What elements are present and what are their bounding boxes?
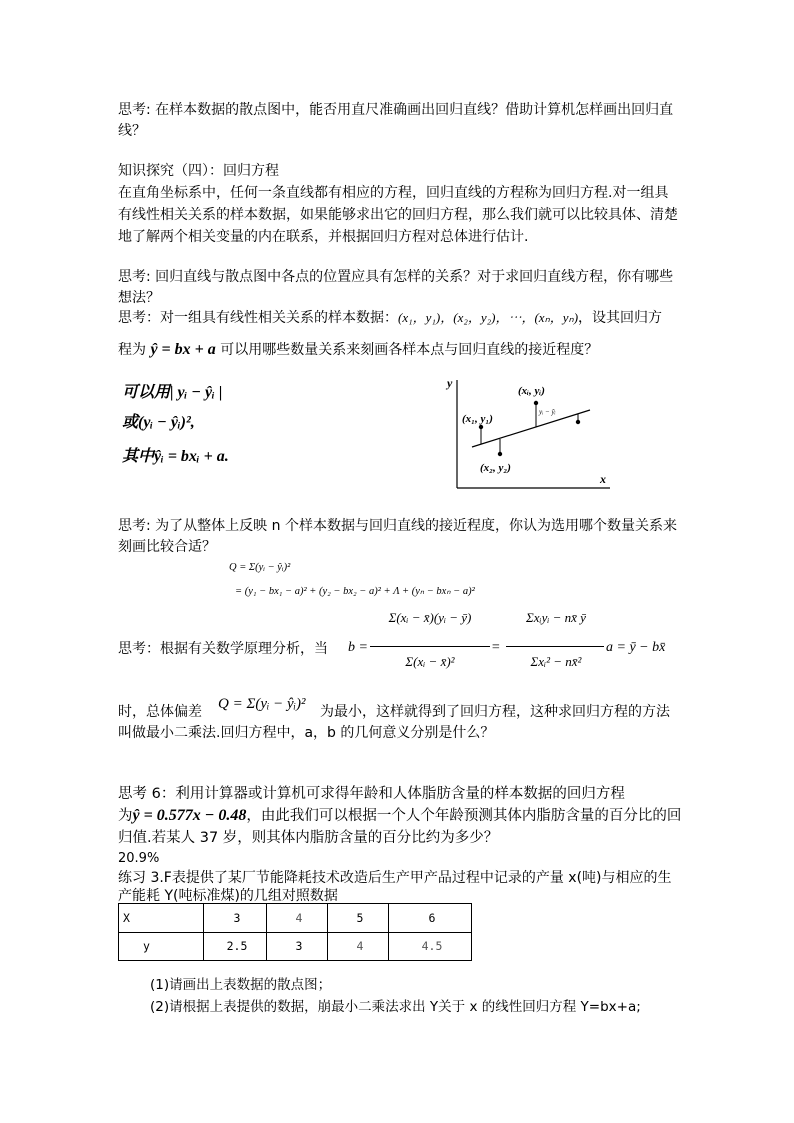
b-denominator-1: Σ(xᵢ − x̄)² bbox=[405, 654, 455, 669]
thinking-question-6: 思考 6：利用计算器或计算机可求得年龄和人体脂肪含量的样本数据的回归方程 bbox=[118, 786, 625, 802]
label-point-i: (xᵢ, yᵢ) bbox=[518, 385, 545, 397]
thinking-question-2: 思考: 回归直线与散点图中各点的位置应具有怎样的关系？对于求回归直线方程，你有哪些 bbox=[118, 269, 674, 285]
thinking-question-3-cont bbox=[118, 339, 598, 361]
q3-suffix: ，设其回归方 bbox=[578, 310, 663, 326]
least-squares-text: 为最小，这样就得到了回归方程，这种求回归方程的方法 bbox=[320, 704, 670, 720]
table-cell: 4.5 bbox=[389, 932, 472, 961]
table-cell: y bbox=[119, 932, 204, 961]
thinking-question-6-end: 归值.若某人 37 岁，则其体内脂肪含量的百分比约为多少？ bbox=[118, 830, 499, 846]
q-formula-expanded: = (y₁ − bx₁ − a)² + (y₂ − bx₂ − a)² + Λ + (yₙ − bxₙ − a)² bbox=[235, 586, 475, 597]
fraction-bar-2 bbox=[506, 646, 604, 647]
measure-square: 或(yᵢ − ŷᵢ)², bbox=[122, 414, 195, 431]
thinking-question-4: 思考: 为了从整体上反映 n 个样本数据与回归直线的接近程度，你认为选用哪个数量关系来 bbox=[118, 518, 677, 534]
x-axis-label: x bbox=[600, 472, 606, 486]
paragraph-line: 有线性相关关系的样本数据，如果能够求出它的回归方程，那么我们就可以比较具体、清楚 bbox=[118, 207, 678, 223]
task-2: (2)请根据上表提供的数据，崩最小二乘法求出 Y关于 x 的线性回归方程 Y=bx+a; bbox=[150, 999, 641, 1015]
data-table bbox=[118, 903, 472, 961]
y-axis-label: y bbox=[447, 376, 453, 390]
label-point-1: (x₁, y₁) bbox=[462, 413, 493, 425]
task-1: (1)请画出上表数据的散点图； bbox=[150, 977, 332, 993]
table-cell: 4 bbox=[328, 932, 389, 961]
regression-diagram bbox=[440, 372, 615, 492]
sample-point-2 bbox=[498, 452, 502, 456]
thinking-question-3 bbox=[118, 307, 662, 329]
table-cell: 2.5 bbox=[204, 932, 267, 961]
table-cell: 4 bbox=[267, 904, 328, 933]
q3-prefix: 思考：对一组具有线性相关关系的样本数据： bbox=[118, 310, 398, 326]
sample-point-i bbox=[534, 401, 538, 405]
table-cell: 6 bbox=[389, 904, 472, 933]
table-cell: X bbox=[119, 904, 204, 933]
b-denominator-2: Σxᵢ² − nx̄² bbox=[530, 654, 582, 669]
table-cell: 3 bbox=[204, 904, 267, 933]
least-squares-question: 叫做最小二乘法.回归方程中，a，b 的几何意义分别是什么？ bbox=[118, 725, 495, 741]
thinking-question-5: 思考：根据有关数学原理分析，当 bbox=[118, 641, 328, 657]
b-formula-lhs: b = bbox=[348, 640, 368, 655]
q3-suffix2: 可以用哪些数量关系来刻画各样本点与回归直线的接近程度？ bbox=[220, 342, 599, 358]
sample-points: (x₁，y₁)，(x₂，y₂)，⋯，(xₙ，yₙ) bbox=[398, 310, 579, 325]
q6-suffix: ，由此我们可以根据一个人个年龄预测其体内脂肪含量的百分比的回 bbox=[246, 808, 682, 824]
table-row bbox=[119, 904, 472, 933]
thinking-question-2-cont: 想法？ bbox=[118, 290, 160, 306]
age-fat-regression: ŷ = 0.577x − 0.48 bbox=[132, 807, 247, 824]
sample-point-1 bbox=[479, 425, 483, 429]
measure-def: 其中ŷᵢ = bxᵢ + a. bbox=[122, 448, 229, 465]
table-cell: 3 bbox=[267, 932, 328, 961]
q6-prefix: 为 bbox=[118, 808, 133, 824]
thinking-question-1-cont: 线？ bbox=[118, 123, 146, 139]
table-cell: 5 bbox=[328, 904, 389, 933]
label-residual: yᵢ − ŷᵢ bbox=[539, 408, 556, 416]
fraction-bar-1 bbox=[370, 646, 490, 647]
total-deviation-text: 时，总体偏差 bbox=[118, 704, 202, 720]
thinking-question-6-cont bbox=[118, 805, 681, 827]
q-minimal-formula: Q = Σ(yᵢ − ŷᵢ)² bbox=[218, 696, 306, 712]
table-row bbox=[119, 932, 472, 961]
exercise-3: 练习 3.F表提供了某厂节能降耗技术改造后生产甲产品过程中记录的产量 x(吨)与相应的生 bbox=[118, 870, 672, 886]
sample-point-3 bbox=[576, 420, 580, 424]
equals-sign: = bbox=[491, 640, 501, 655]
paragraph-line: 地了解两个相关变量的内在联系，并根据回归方程对总体进行估计. bbox=[118, 229, 529, 245]
b-numerator-2: Σxᵢyᵢ − nx̄ ȳ bbox=[526, 610, 586, 625]
label-point-2: (x₂, y₂) bbox=[480, 462, 511, 474]
thinking-question-4-cont: 刻画比较合适？ bbox=[118, 539, 216, 555]
paragraph-line: 在直角坐标系中，任何一条直线都有相应的方程，回归直线的方程称为回归方程.对一组具 bbox=[118, 185, 669, 201]
section-title: 知识探究（四）：回归方程 bbox=[118, 163, 279, 179]
a-formula: a = ȳ − bx̄ bbox=[606, 640, 666, 655]
measure-abs: 可以用| yᵢ − ŷᵢ | bbox=[122, 384, 223, 401]
regression-equation: ŷ = bx + a bbox=[150, 341, 216, 358]
q-formula: Q = Σ(yᵢ − ŷᵢ)² bbox=[229, 562, 291, 573]
exercise-3-cont: 产能耗 Y(吨标准煤)的几组对照数据 bbox=[118, 888, 338, 904]
thinking-question-1: 思考: 在样本数据的散点图中，能否用直尺准确画出回归直线？借助计算机怎样画出回归直 bbox=[118, 102, 674, 118]
q3-prefix2: 程为 bbox=[118, 342, 146, 358]
answer-value: 20.9% bbox=[118, 851, 160, 866]
b-numerator-1: Σ(xᵢ − x̄)(yᵢ − ȳ) bbox=[388, 610, 472, 625]
